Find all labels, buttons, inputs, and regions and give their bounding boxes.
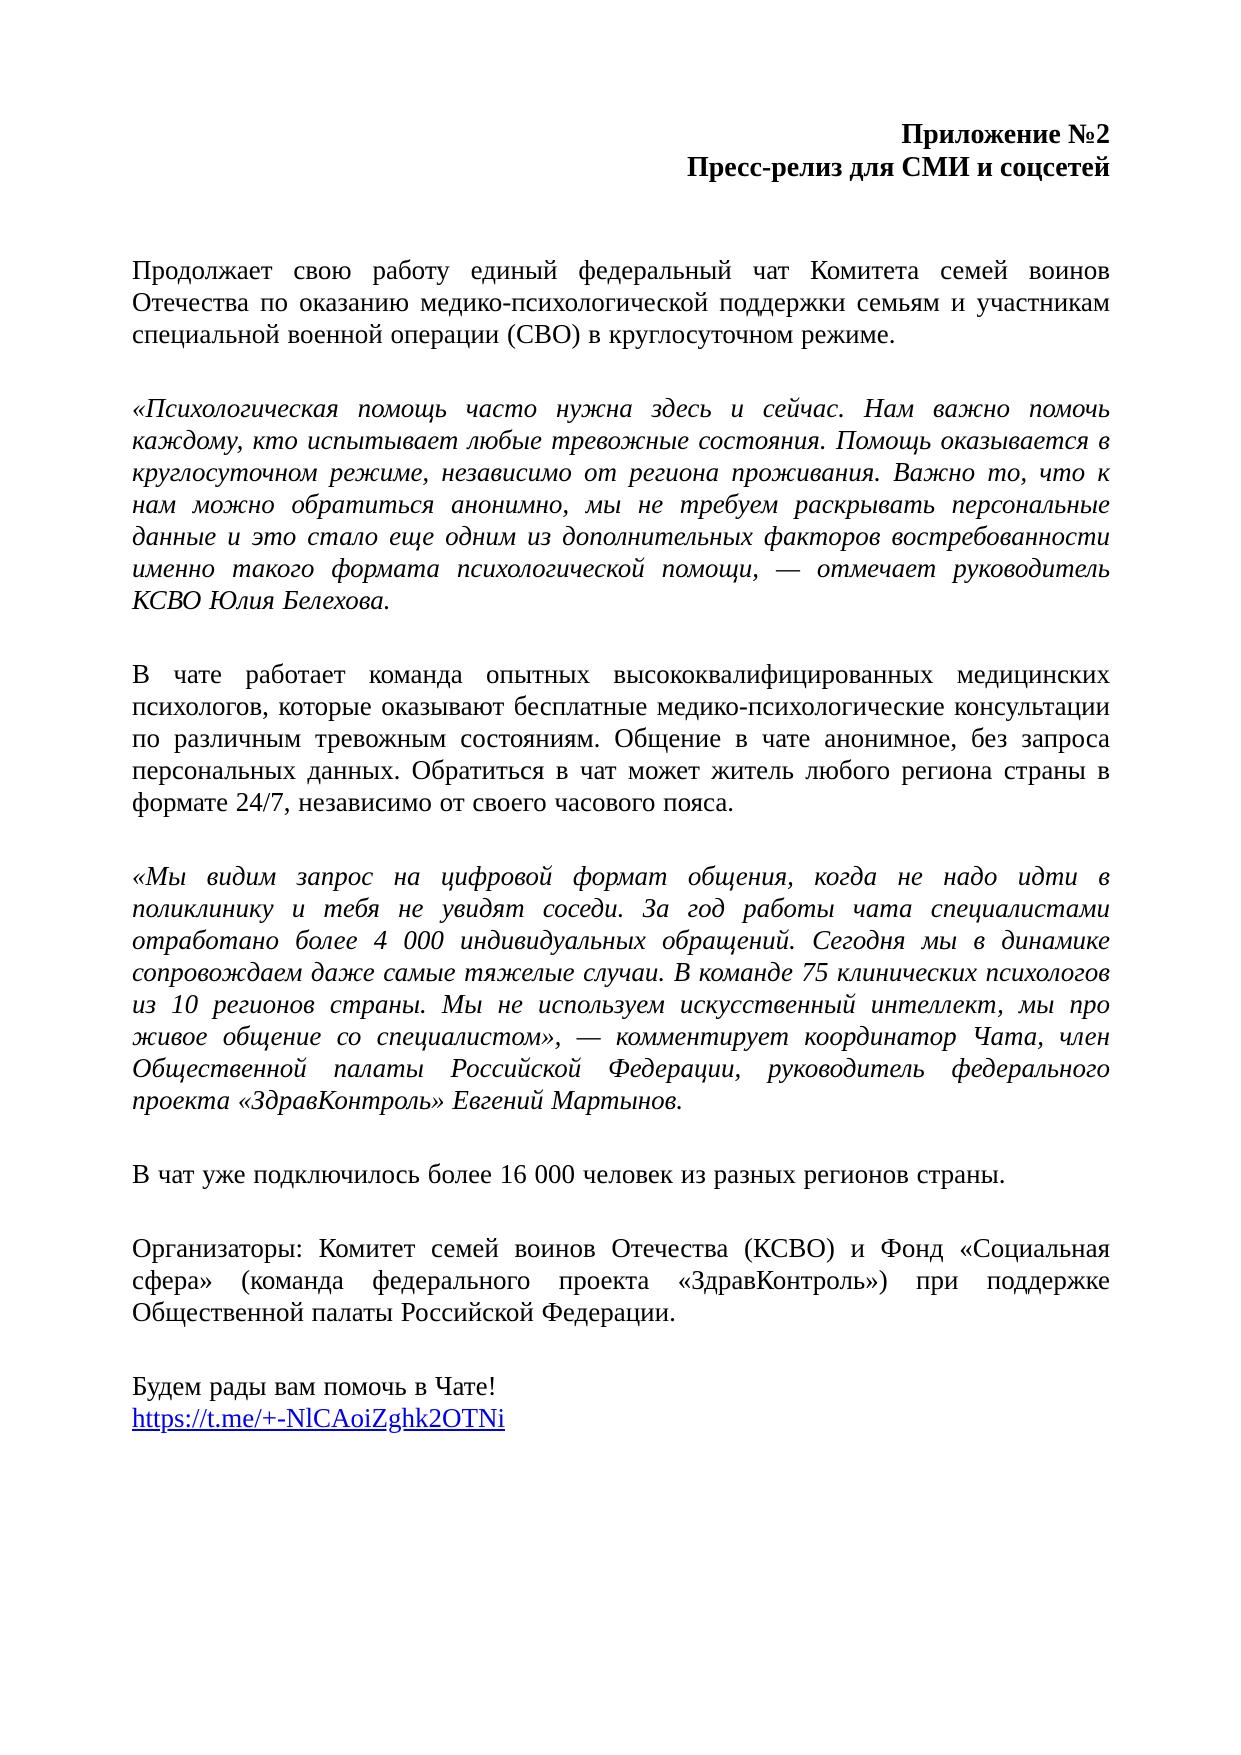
paragraph-quote-belekhova: «Психологическая помощь часто нужна здесь и сейчас. Нам важно помочь каждому, кто испытывает любые тревожные состояния. Помощь оказывается в круглосуточном режиме, независимо от региона проживания. Важно то, что к нам можно обратиться анонимно, мы не требуем раскрывать персональные данные и это стало еще одним из дополнительных факторов востребованности именно такого формата психологической помощи, — отмечает руководитель КСВО Юлия Белехова. — [132, 393, 1110, 615]
document-body — [132, 254, 1110, 1434]
paragraph-chat-team: В чате работает команда опытных высококвалифицированных медицинских психологов, которые оказывают бесплатные медико-психологические консультации по различным тревожным состояниям. Общение в чате анонимное, без запроса персональных данных. Обратиться в чат может житель любого региона страны в формате 24/7, независимо от своего часового пояса. — [132, 659, 1110, 817]
paragraph-subscribers-count: В чат уже подключилось более 16 000 человек из разных регионов страны. — [132, 1159, 1006, 1189]
paragraph-closing — [132, 1370, 1110, 1434]
appendix-number-title: Приложение №2 — [901, 119, 1110, 150]
document-heading — [132, 118, 1110, 184]
paragraph-organizers: Организаторы: Комитет семей воинов Отечества (КСВО) и Фонд «Социальная сфера» (команда федерального проекта «ЗдравКонтроль») при поддержке Общественной палаты Российской Федерации. — [132, 1233, 1110, 1327]
press-release-subtitle: Пресс-релиз для СМИ и соцсетей — [686, 152, 1110, 183]
paragraph-intro-chat: Продолжает свою работу единый федеральный чат Комитета семей воинов Отечества по оказанию медико-психологической поддержки семьям и участникам специальной военной операции (СВО) в круглосуточном режиме. — [132, 255, 1110, 349]
closing-invitation-text: Будем рады вам помочь в Чате! — [132, 1371, 497, 1401]
telegram-chat-link[interactable]: https://t.me/+-NlCAoiZghk2OTNi — [132, 1403, 505, 1433]
paragraph-quote-martynov: «Мы видим запрос на цифровой формат общения, когда не надо идти в поликлинику и тебя не увидят соседи. За год работы чата специалистами отработано более 4 000 индивидуальных обращений. Сегодня мы в динамике сопровождаем даже самые тяжелые случаи. В команде 75 клинических психологов из 10 регионов страны. Мы не используем искусственный интеллект, мы про живое общение со специалистом», — комментирует координатор Чата, член Общественной палаты Российской Федерации, руководитель федерального проекта «ЗдравКонтроль» Евгений Мартынов. — [132, 861, 1110, 1115]
